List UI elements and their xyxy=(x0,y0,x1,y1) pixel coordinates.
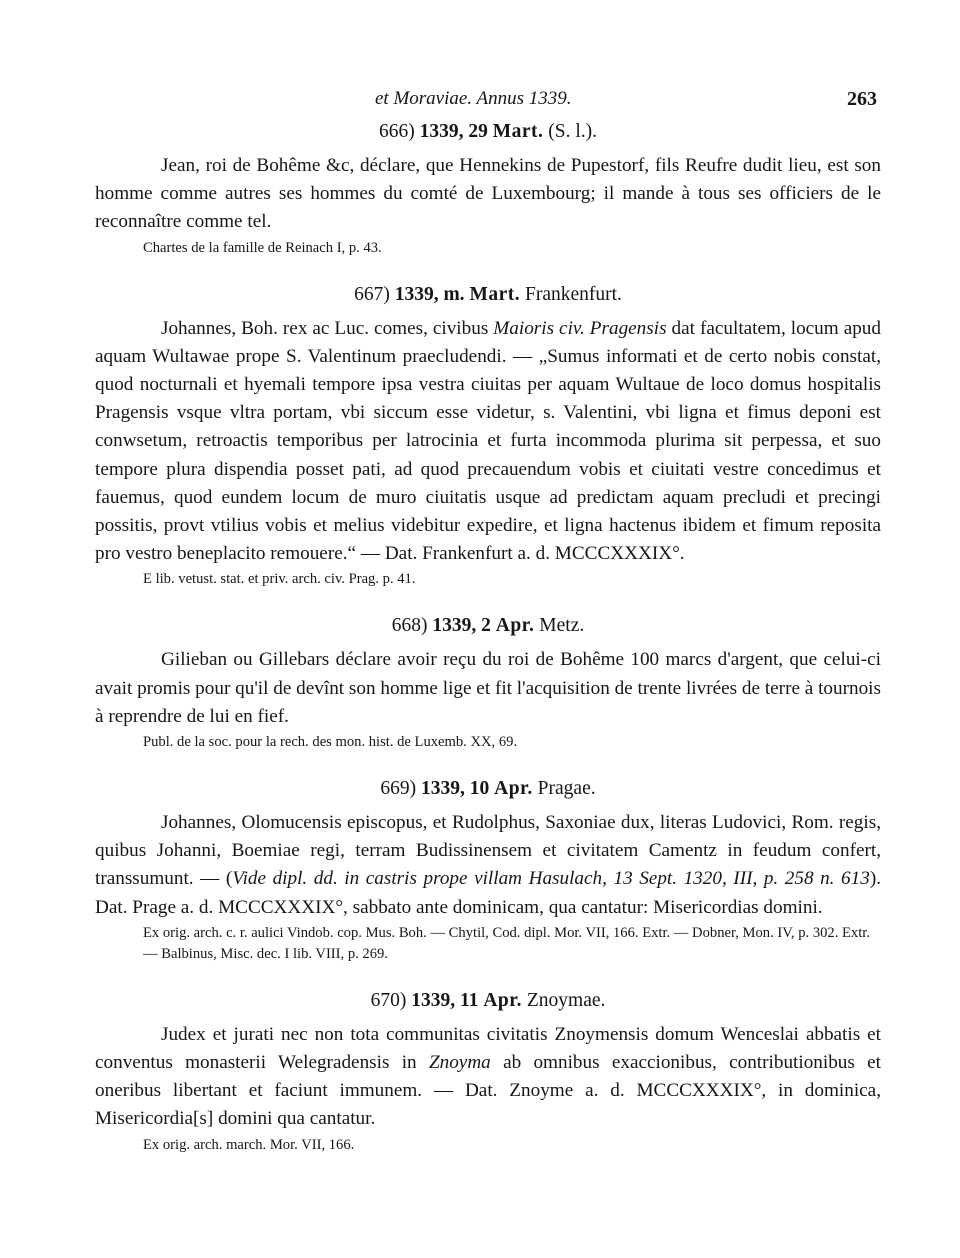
entry-heading xyxy=(95,987,881,1015)
entry-number: 669) xyxy=(380,778,417,800)
entry-date: 1339, 29 xyxy=(419,121,488,142)
entry-body-italic: Vide dipl. dd. in castris prope villam Hasulach, 13 Sept. 1320, III, p. 258 n. 613 xyxy=(232,868,870,890)
entry-source: Publ. de la soc. pour la rech. des mon. hist. de Luxemb. XX, 69. xyxy=(143,734,518,751)
entry-body-text: ab omnibus exaccionibus, contributionibus et oneribus libertant et faciunt immunem. — Dat. Znoyme a. d. MCCCXXXIX°, in dominica, Misericordia[s] domini qua cantatur. xyxy=(95,1052,882,1130)
entry-body xyxy=(95,315,881,569)
entry-heading xyxy=(95,118,881,146)
entry-body-text: Johannes, Boh. rex ac Luc. comes, civibus xyxy=(161,317,489,339)
entry-date: 1339, m. xyxy=(394,283,465,305)
entry-month: Apr. xyxy=(495,615,535,637)
entry-place: (S. l.). xyxy=(548,121,598,142)
entry-670 xyxy=(95,987,881,1156)
running-title: et Moraviae. Annus 1339. xyxy=(375,88,572,109)
entry-date: 1339, 2 xyxy=(432,615,491,637)
entry-body: Jean, roi de Bohême &c, déclare, que Hennekins de Pupestorf, fils Reufre dudit lieu, est son homme comme autres ses hommes du comté de Luxembourg; il mande à tous ses officiers de le reconnaître comme tel. xyxy=(95,155,881,233)
entry-source: Ex orig. arch. march. Mor. VII, 166. xyxy=(143,1136,355,1153)
entry-body xyxy=(95,809,881,922)
entry-body-italic: Maioris civ. Pragensis xyxy=(493,317,667,339)
running-header xyxy=(95,88,881,118)
entry-body xyxy=(95,1021,881,1134)
entry-month: Apr. xyxy=(483,989,522,1011)
entry-place: Pragae. xyxy=(537,778,596,800)
entry-heading xyxy=(95,775,881,803)
entry-body-text: dat facultatem, locum apud aquam Wultawae prope S. Valentinum praecludendi. — „Sumus informati et de certo nobis constat, quod nocturnali et hyemali tempore ipsa vestra ciuitas per aquam Wultaue de loco domus hospitalis Pragensis vsque vltra portam, vbi siccum esse videtur, s. Valentini, vbi ligna et fimus deponi est conwsetum, retroactis temporibus per latrocinia et furta incommoda plurima sit perpessa, et suo tempore plura dispendia posset pati, ad quod precauendum vobis et ciuitati vestre concedimus et fauemus, quod eundem locum de muro ciuitatis usque ad predictam aquam precludi et precingi possitis, provt vtilius vobis et melius videbitur expedire, et ligna hactenus ibidem et fimum reposita pro vestro beneplacito remouere.“ — Dat. Frankenfurt a. d. MCCCXXXIX°. xyxy=(95,317,881,565)
entry-date: 1339, 11 xyxy=(411,989,479,1011)
page-number: 263 xyxy=(847,88,877,110)
entry-body-text: Johannes, Olomucensis episcopus, et Rudolphus, Saxoniae dux, literas Ludovici, Rom. regis, quibus Johanni, Boemiae regi, terram Budissinensem et civitatem Camentz in feudum confert, transsumunt. — ( xyxy=(95,812,881,890)
entry-body-text: Judex et jurati nec non tota communitas civitatis Znoymensis domum Wenceslai abbatis et conventus monasterii Welegradensis in xyxy=(95,1023,881,1074)
entry-source: Chartes de la famille de Reinach I, p. 43. xyxy=(143,239,382,256)
entry-heading xyxy=(95,281,881,309)
entry-666 xyxy=(95,118,881,259)
entry-source: Ex orig. arch. c. r. aulici Vindob. cop. Mus. Boh. — Chytil, Cod. dipl. Mor. VII, 166. Extr. — Dobner, Mon. IV, p. 302. Extr. — Balbinus, Misc. dec. I lib. VIII, p. 269. xyxy=(143,924,870,962)
entry-number: 670) xyxy=(370,989,407,1011)
entry-place: Znoymae. xyxy=(526,989,606,1011)
entry-heading xyxy=(95,612,881,640)
document-page xyxy=(95,88,881,1156)
entry-place: Metz. xyxy=(539,615,585,637)
entry-date: 1339, 10 xyxy=(421,778,490,800)
entry-668 xyxy=(95,612,881,753)
entry-669 xyxy=(95,775,881,965)
entry-number: 668) xyxy=(391,615,428,637)
entry-number: 666) xyxy=(378,121,415,142)
entry-month: Mart. xyxy=(469,283,521,305)
entry-month: Mart. xyxy=(492,121,544,142)
entry-month: Apr. xyxy=(494,778,533,800)
entry-source: E lib. vetust. stat. et priv. arch. civ. Prag. p. 41. xyxy=(143,571,416,588)
entry-body-italic: Znoyma xyxy=(428,1052,491,1074)
entry-667 xyxy=(95,281,881,591)
entry-place: Frankenfurt. xyxy=(525,283,622,305)
entry-body-text: ). Dat. Prage a. d. MCCCXXXIX°, sabbato ante dominicam, qua cantatur: Misericordias domini. xyxy=(95,868,881,918)
entry-body: Gilieban ou Gillebars déclare avoir reçu du roi de Bohême 100 marcs d'argent, que celui-ci avait promis pour qu'il de devînt son homme lige et fit l'acquisition de trente livrées de terre à tournois à reprendre de lui en fief. xyxy=(95,649,881,727)
entry-number: 667) xyxy=(354,283,390,305)
